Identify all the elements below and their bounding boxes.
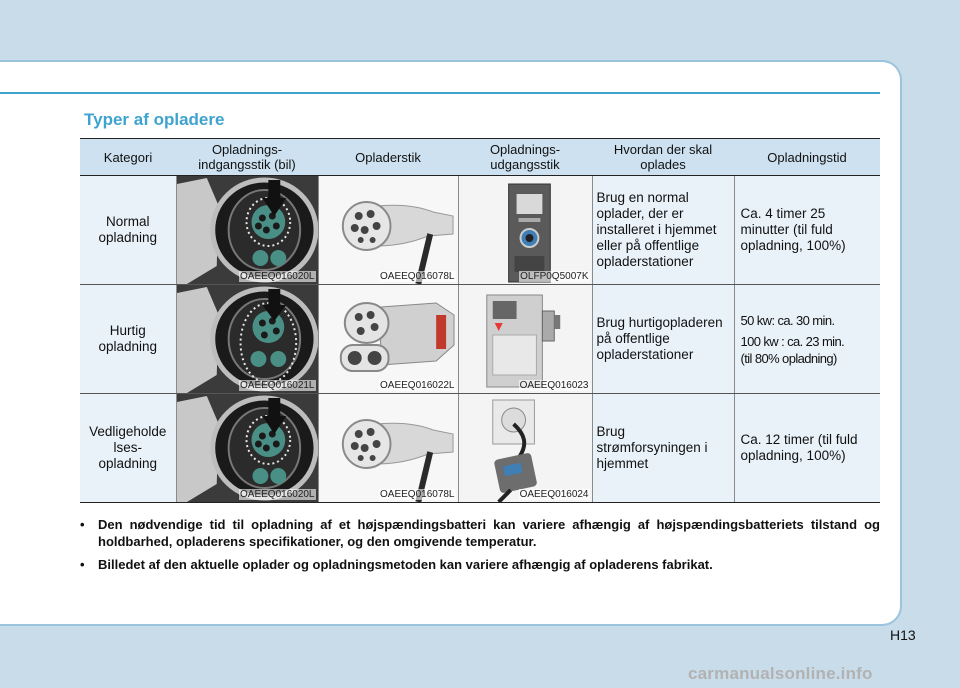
note-text: Billedet af den aktuelle oplader og opladningsmetoden kan variere afhængig af opladerens fabrikat. [98,557,713,572]
category-label: Hurtig opladning [98,323,158,354]
section-title: Typer af opladere [84,110,225,129]
note-item [80,556,880,573]
image-code: OLFP0Q5007K [520,271,589,282]
image-code: OAEEQ016078L [380,489,455,500]
category-label: Normal opladning [98,214,158,245]
bullet: • [80,557,85,572]
category-cell [80,176,176,285]
inlet-image [176,394,318,503]
table-header-row [80,139,880,176]
time-line: Ca. 4 timer 25 minutter (til fuld opladning, 100%) [740,206,846,253]
table-row [80,285,880,394]
header-how: Hvordan der skal oplades [592,139,734,176]
plug-image [318,176,458,285]
category-cell [80,394,176,503]
header-category: Kategori [80,139,176,176]
image-code: OAEEQ016022L [380,380,455,391]
time-cell [734,176,880,285]
header-inlet: Opladnings- indgangsstik (bil) [176,139,318,176]
time-line: (til 80% opladning) [740,350,837,366]
fast-charger-station-illustration [459,285,592,393]
time-cell [734,394,880,503]
outlet-image [458,285,592,394]
page-number: H13 [890,627,916,643]
notes-list [80,516,880,579]
image-code: OAEEQ016021L [240,380,315,391]
time-line: 50 kw: ca. 30 min. [740,312,835,328]
note-item [80,516,880,550]
home-socket-charger-illustration [459,394,592,502]
header-time: Opladningstid [734,139,880,176]
outlet-image [458,176,592,285]
charging-plug-illustration [319,394,458,502]
section-rule [0,92,880,94]
charging-inlet-illustration [177,394,318,502]
charging-inlet-illustration [177,285,318,393]
table-row [80,176,880,285]
time-line: Ca. 12 timer (til fuld opladning, 100%) [740,432,858,463]
inlet-image [176,285,318,394]
how-cell: Brug en normal oplader, der er installeret i hjemmet eller på offentlige opladerstationer [592,176,734,285]
category-label: Vedligeholde lses- opladning [89,424,167,471]
plug-image [318,394,458,503]
image-code: OAEEQ016024 [519,489,589,500]
charger-types-table [80,138,880,503]
how-cell: Brug strømforsyningen i hjemmet [592,394,734,503]
watermark: carmanualsonline.info [688,664,873,683]
header-plug: Opladerstik [318,139,458,176]
fast-charging-plug-illustration [319,285,458,393]
charging-station-illustration [459,176,592,284]
category-cell [80,285,176,394]
image-code: OAEEQ016023 [519,380,589,391]
table-row [80,394,880,503]
image-code: OAEEQ016078L [380,271,455,282]
how-cell: Brug hurtigopladeren på offentlige opladerstationer [592,285,734,394]
plug-image [318,285,458,394]
time-line: 100 kw : ca. 23 min. [740,333,845,349]
outlet-image [458,394,592,503]
time-cell [734,285,880,394]
header-outlet: Opladnings- udgangsstik [458,139,592,176]
inlet-image [176,176,318,285]
bullet: • [80,517,85,532]
charging-inlet-illustration [177,176,318,284]
note-text: Den nødvendige tid til opladning af et højspændingsbatteri kan variere afhængig af højspændingsbatteriets tilstand og holdbarhed, opladerens specifikationer, og den omgivende temperatur. [98,517,880,549]
charging-plug-illustration [319,176,458,284]
image-code: OAEEQ016020L [240,271,315,282]
image-code: OAEEQ016020L [240,489,315,500]
